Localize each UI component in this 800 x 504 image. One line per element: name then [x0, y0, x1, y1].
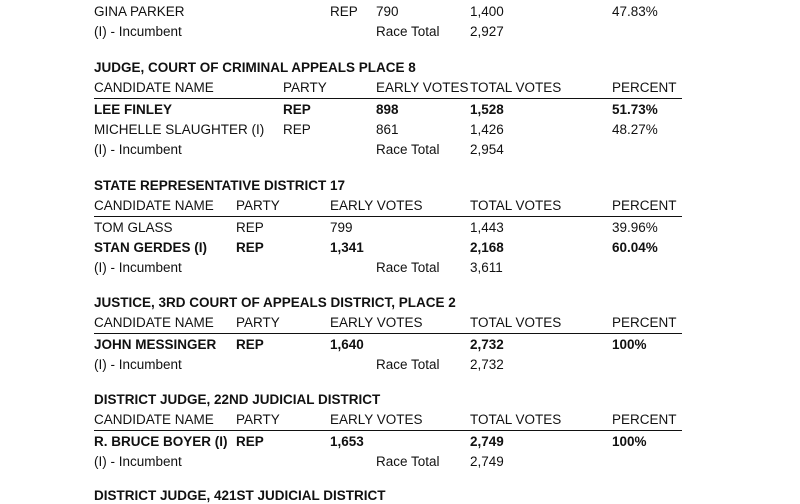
- candidate-party: REP: [283, 122, 311, 137]
- race-title: DISTRICT JUDGE, 22ND JUDICIAL DISTRICT: [94, 392, 381, 407]
- column-header-early-votes: EARLY VOTES: [330, 198, 423, 213]
- race-total-value: 2,749: [470, 454, 504, 469]
- column-header-percent: PERCENT: [612, 315, 677, 330]
- candidate-party: REP: [236, 337, 264, 352]
- column-header-percent: PERCENT: [612, 412, 677, 427]
- vote-percent: 51.73%: [612, 102, 658, 117]
- column-header-early-votes: EARLY VOTES: [330, 315, 423, 330]
- race-total-label: Race Total: [376, 142, 440, 157]
- column-header-party: PARTY: [283, 80, 327, 95]
- candidate-name: R. BRUCE BOYER (I): [94, 434, 228, 449]
- candidate-name: STAN GERDES (I): [94, 240, 208, 255]
- header-divider: [94, 216, 682, 217]
- column-header-party: PARTY: [236, 315, 280, 330]
- column-header-total-votes: TOTAL VOTES: [470, 315, 562, 330]
- column-header-party: PARTY: [236, 198, 280, 213]
- vote-percent: 48.27%: [612, 122, 658, 137]
- early-votes: 1,640: [330, 337, 364, 352]
- candidate-party: REP: [283, 102, 311, 117]
- total-votes: 1,400: [470, 4, 504, 19]
- candidate-party: REP: [236, 220, 264, 235]
- candidate-name: JOHN MESSINGER: [94, 337, 217, 352]
- header-divider: [94, 333, 682, 334]
- total-votes: 2,168: [470, 240, 504, 255]
- early-votes: 799: [330, 220, 353, 235]
- race-total-value: 2,927: [470, 24, 504, 39]
- vote-percent: 100%: [612, 434, 647, 449]
- vote-percent: 47.83%: [612, 4, 658, 19]
- race-total-value: 2,954: [470, 142, 504, 157]
- column-header-total-votes: TOTAL VOTES: [470, 80, 562, 95]
- incumbent-note: (I) - Incumbent: [94, 24, 182, 39]
- race-total-value: 2,732: [470, 357, 504, 372]
- candidate-party: REP: [236, 240, 264, 255]
- total-votes: 1,426: [470, 122, 504, 137]
- column-header-total-votes: TOTAL VOTES: [470, 412, 562, 427]
- race-total-value: 3,611: [470, 260, 503, 275]
- column-header-candidate: CANDIDATE NAME: [94, 315, 214, 330]
- race-total-label: Race Total: [376, 260, 440, 275]
- header-divider: [94, 430, 682, 431]
- race-total-label: Race Total: [376, 24, 440, 39]
- early-votes: 861: [376, 122, 399, 137]
- race-total-label: Race Total: [376, 357, 440, 372]
- race-title: DISTRICT JUDGE, 421ST JUDICIAL DISTRICT: [94, 488, 386, 503]
- column-header-candidate: CANDIDATE NAME: [94, 80, 214, 95]
- total-votes: 2,732: [470, 337, 504, 352]
- vote-percent: 39.96%: [612, 220, 658, 235]
- incumbent-note: (I) - Incumbent: [94, 260, 182, 275]
- candidate-party: REP: [236, 434, 264, 449]
- column-header-percent: PERCENT: [612, 80, 677, 95]
- column-header-percent: PERCENT: [612, 198, 677, 213]
- candidate-name: TOM GLASS: [94, 220, 173, 235]
- column-header-total-votes: TOTAL VOTES: [470, 198, 562, 213]
- vote-percent: 100%: [612, 337, 647, 352]
- candidate-name: MICHELLE SLAUGHTER (I): [94, 122, 265, 137]
- total-votes: 1,443: [470, 220, 504, 235]
- column-header-early-votes: EARLY VOTES: [376, 80, 469, 95]
- candidate-party: REP: [330, 4, 358, 19]
- race-title: JUSTICE, 3RD COURT OF APPEALS DISTRICT, PLACE 2: [94, 295, 456, 310]
- total-votes: 1,528: [470, 102, 504, 117]
- race-title: STATE REPRESENTATIVE DISTRICT 17: [94, 178, 346, 193]
- column-header-party: PARTY: [236, 412, 280, 427]
- column-header-candidate: CANDIDATE NAME: [94, 412, 214, 427]
- candidate-name: LEE FINLEY: [94, 102, 173, 117]
- incumbent-note: (I) - Incumbent: [94, 142, 182, 157]
- incumbent-note: (I) - Incumbent: [94, 357, 182, 372]
- race-title: JUDGE, COURT OF CRIMINAL APPEALS PLACE 8: [94, 60, 416, 75]
- early-votes: 790: [376, 4, 399, 19]
- total-votes: 2,749: [470, 434, 504, 449]
- early-votes: 1,653: [330, 434, 364, 449]
- vote-percent: 60.04%: [612, 240, 658, 255]
- race-total-label: Race Total: [376, 454, 440, 469]
- header-divider: [94, 98, 682, 99]
- column-header-candidate: CANDIDATE NAME: [94, 198, 214, 213]
- column-header-early-votes: EARLY VOTES: [330, 412, 423, 427]
- early-votes: 1,341: [330, 240, 364, 255]
- early-votes: 898: [376, 102, 399, 117]
- incumbent-note: (I) - Incumbent: [94, 454, 182, 469]
- candidate-name: GINA PARKER: [94, 4, 185, 19]
